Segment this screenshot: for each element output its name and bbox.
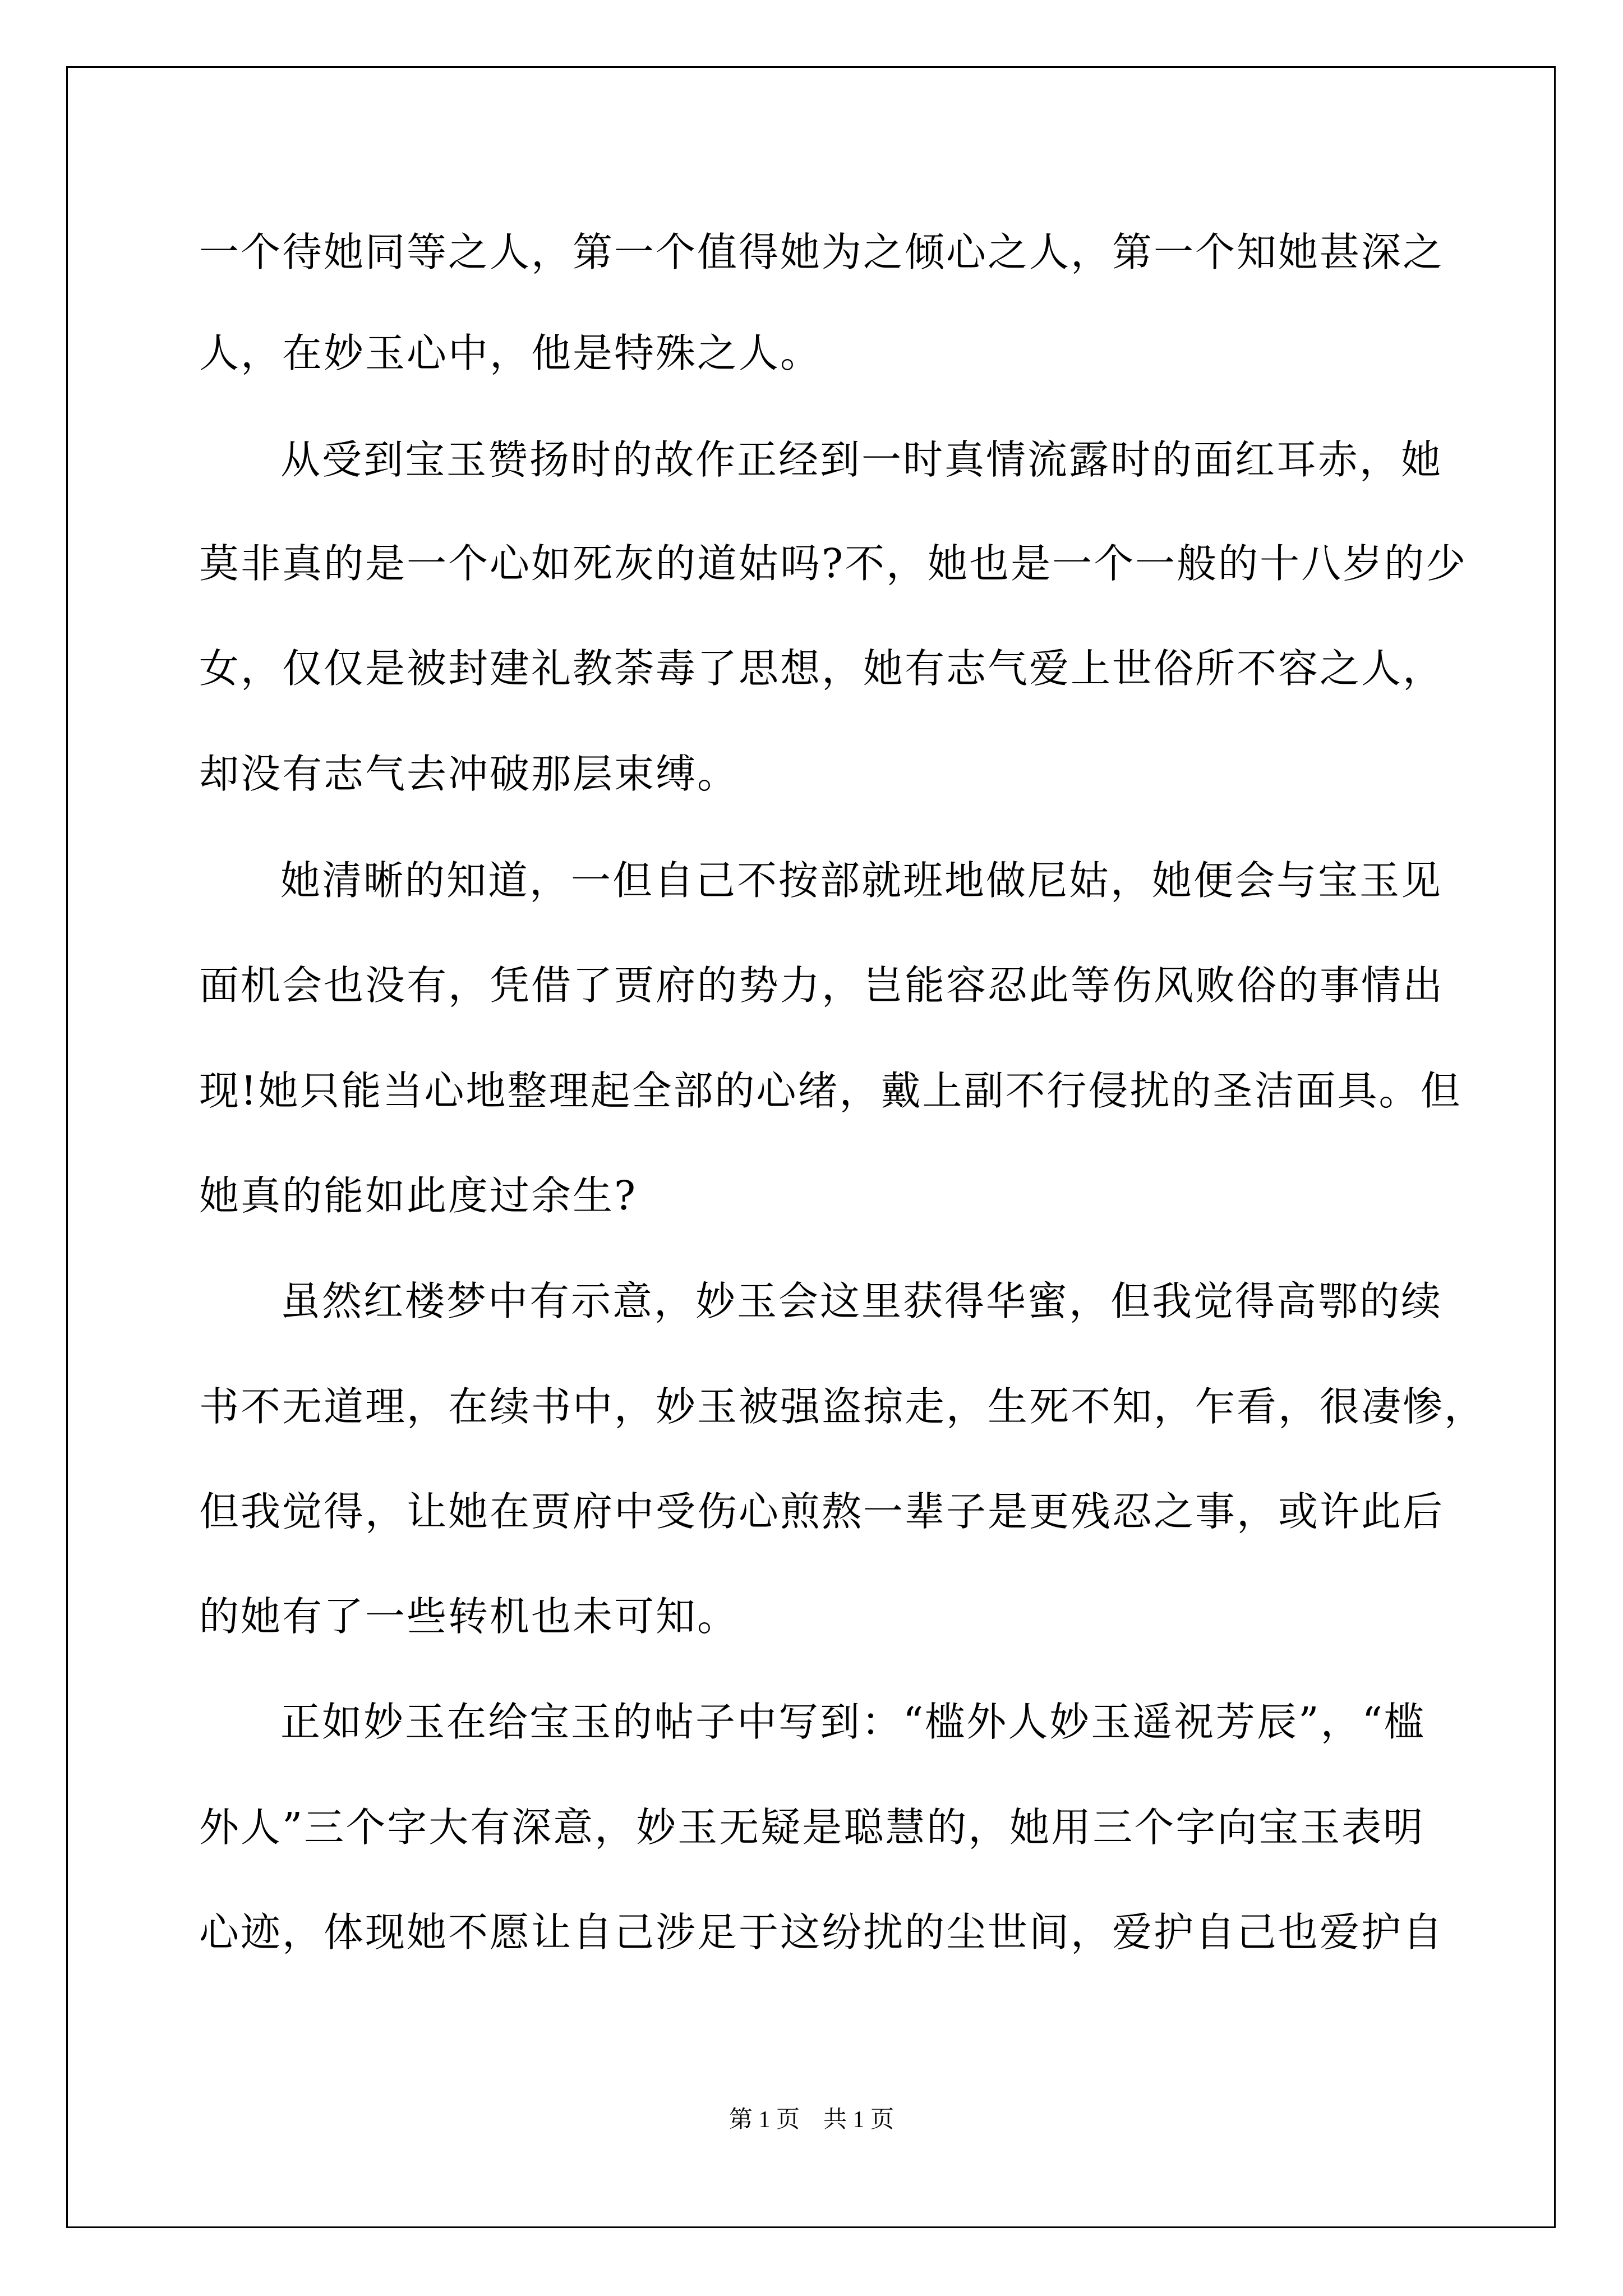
paragraph-start-line: 她清晰的知道，一但自己不按部就班地做尼姑，她便会与宝玉见 [280, 857, 1443, 904]
text-line: 面机会也没有，凭借了贾府的势力，岂能容忍此等伤风败俗的事情出 [199, 962, 1445, 1009]
text-line: 但我觉得，让她在贾府中受伤心煎熬一辈子是更残忍之事，或许此后 [199, 1488, 1445, 1535]
text-line: 莫非真的是一个心如死灰的道姑吗?不，她也是一个一般的十八岁的少 [199, 540, 1468, 587]
text-line: 外人”三个字大有深意，妙玉无疑是聪慧的，她用三个字向宝玉表明 [199, 1804, 1425, 1851]
text-line: 她真的能如此度过余生? [199, 1172, 638, 1219]
paragraph-start-line: 正如妙玉在给宝玉的帖子中写到：“槛外人妙玉遥祝芳辰”，“槛 [280, 1699, 1426, 1745]
text-line: 女，仅仅是被封建礼教荼毒了思想，她有志气爱上世俗所不容之人， [199, 645, 1445, 692]
paragraph-start-line: 虽然红楼梦中有示意，妙玉会这里获得华蜜，但我觉得高鄂的续 [280, 1278, 1443, 1324]
text-line: 书不无道理，在续书中，妙玉被强盗掠走，生死不知，乍看，很凄惨， [199, 1383, 1486, 1430]
text-line: 却没有志气去冲破那层束缚。 [199, 751, 739, 797]
text-line: 人，在妙玉心中，他是特殊之人。 [199, 330, 822, 376]
page-number-footer: 第 1 页 共 1 页 [728, 2107, 894, 2133]
text-line: 的她有了一些转机也未可知。 [199, 1593, 739, 1640]
text-line: 现!她只能当心地整理起全部的心绪，戴上副不行侵扰的圣洁面具。但 [199, 1068, 1462, 1114]
text-line: 心迹，体现她不愿让自己涉足于这纷扰的尘世间，爱护自己也爱护自 [199, 1909, 1445, 1955]
text-line: 一个待她同等之人，第一个值得她为之倾心之人，第一个知她甚深之 [199, 229, 1445, 275]
paragraph-start-line: 从受到宝玉赞扬时的故作正经到一时真情流露时的面红耳赤，她 [280, 436, 1443, 483]
